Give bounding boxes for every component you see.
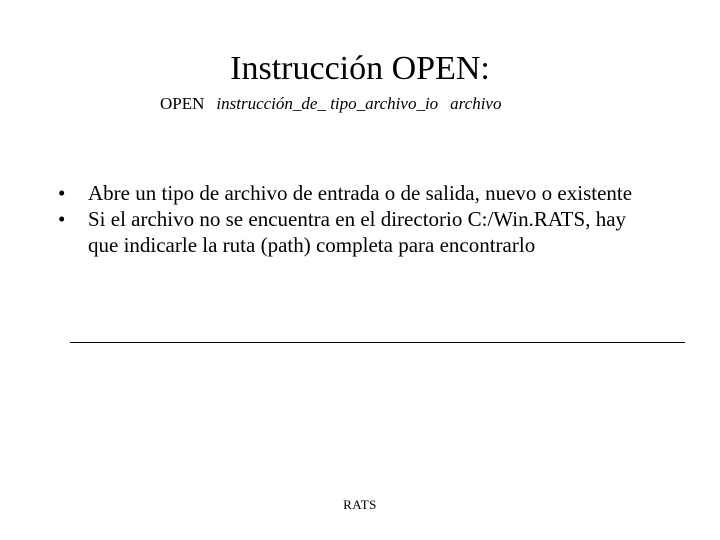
- bullet-list: [58, 180, 648, 258]
- bullet-marker: •: [58, 181, 66, 205]
- horizontal-divider: [70, 342, 685, 343]
- bullet-marker: •: [58, 207, 66, 231]
- syntax-line: [160, 94, 501, 114]
- bullet-item: [58, 206, 648, 258]
- syntax-instruction-arg: instrucción_de_ tipo_archivo_io: [216, 94, 439, 113]
- bullet-text: Si el archivo no se encuentra en el directorio C:/Win.RATS, hay que indicarle la ruta (path) completa para encontrarlo: [88, 207, 627, 257]
- syntax-keyword: OPEN: [160, 94, 205, 113]
- slide-title: Instrucción OPEN:: [230, 50, 490, 87]
- bullet-item: [58, 180, 648, 206]
- bullet-text: Abre un tipo de archivo de entrada o de salida, nuevo o existente: [88, 181, 633, 205]
- syntax-file-arg: archivo: [450, 94, 502, 113]
- footer-label: RATS: [343, 497, 377, 512]
